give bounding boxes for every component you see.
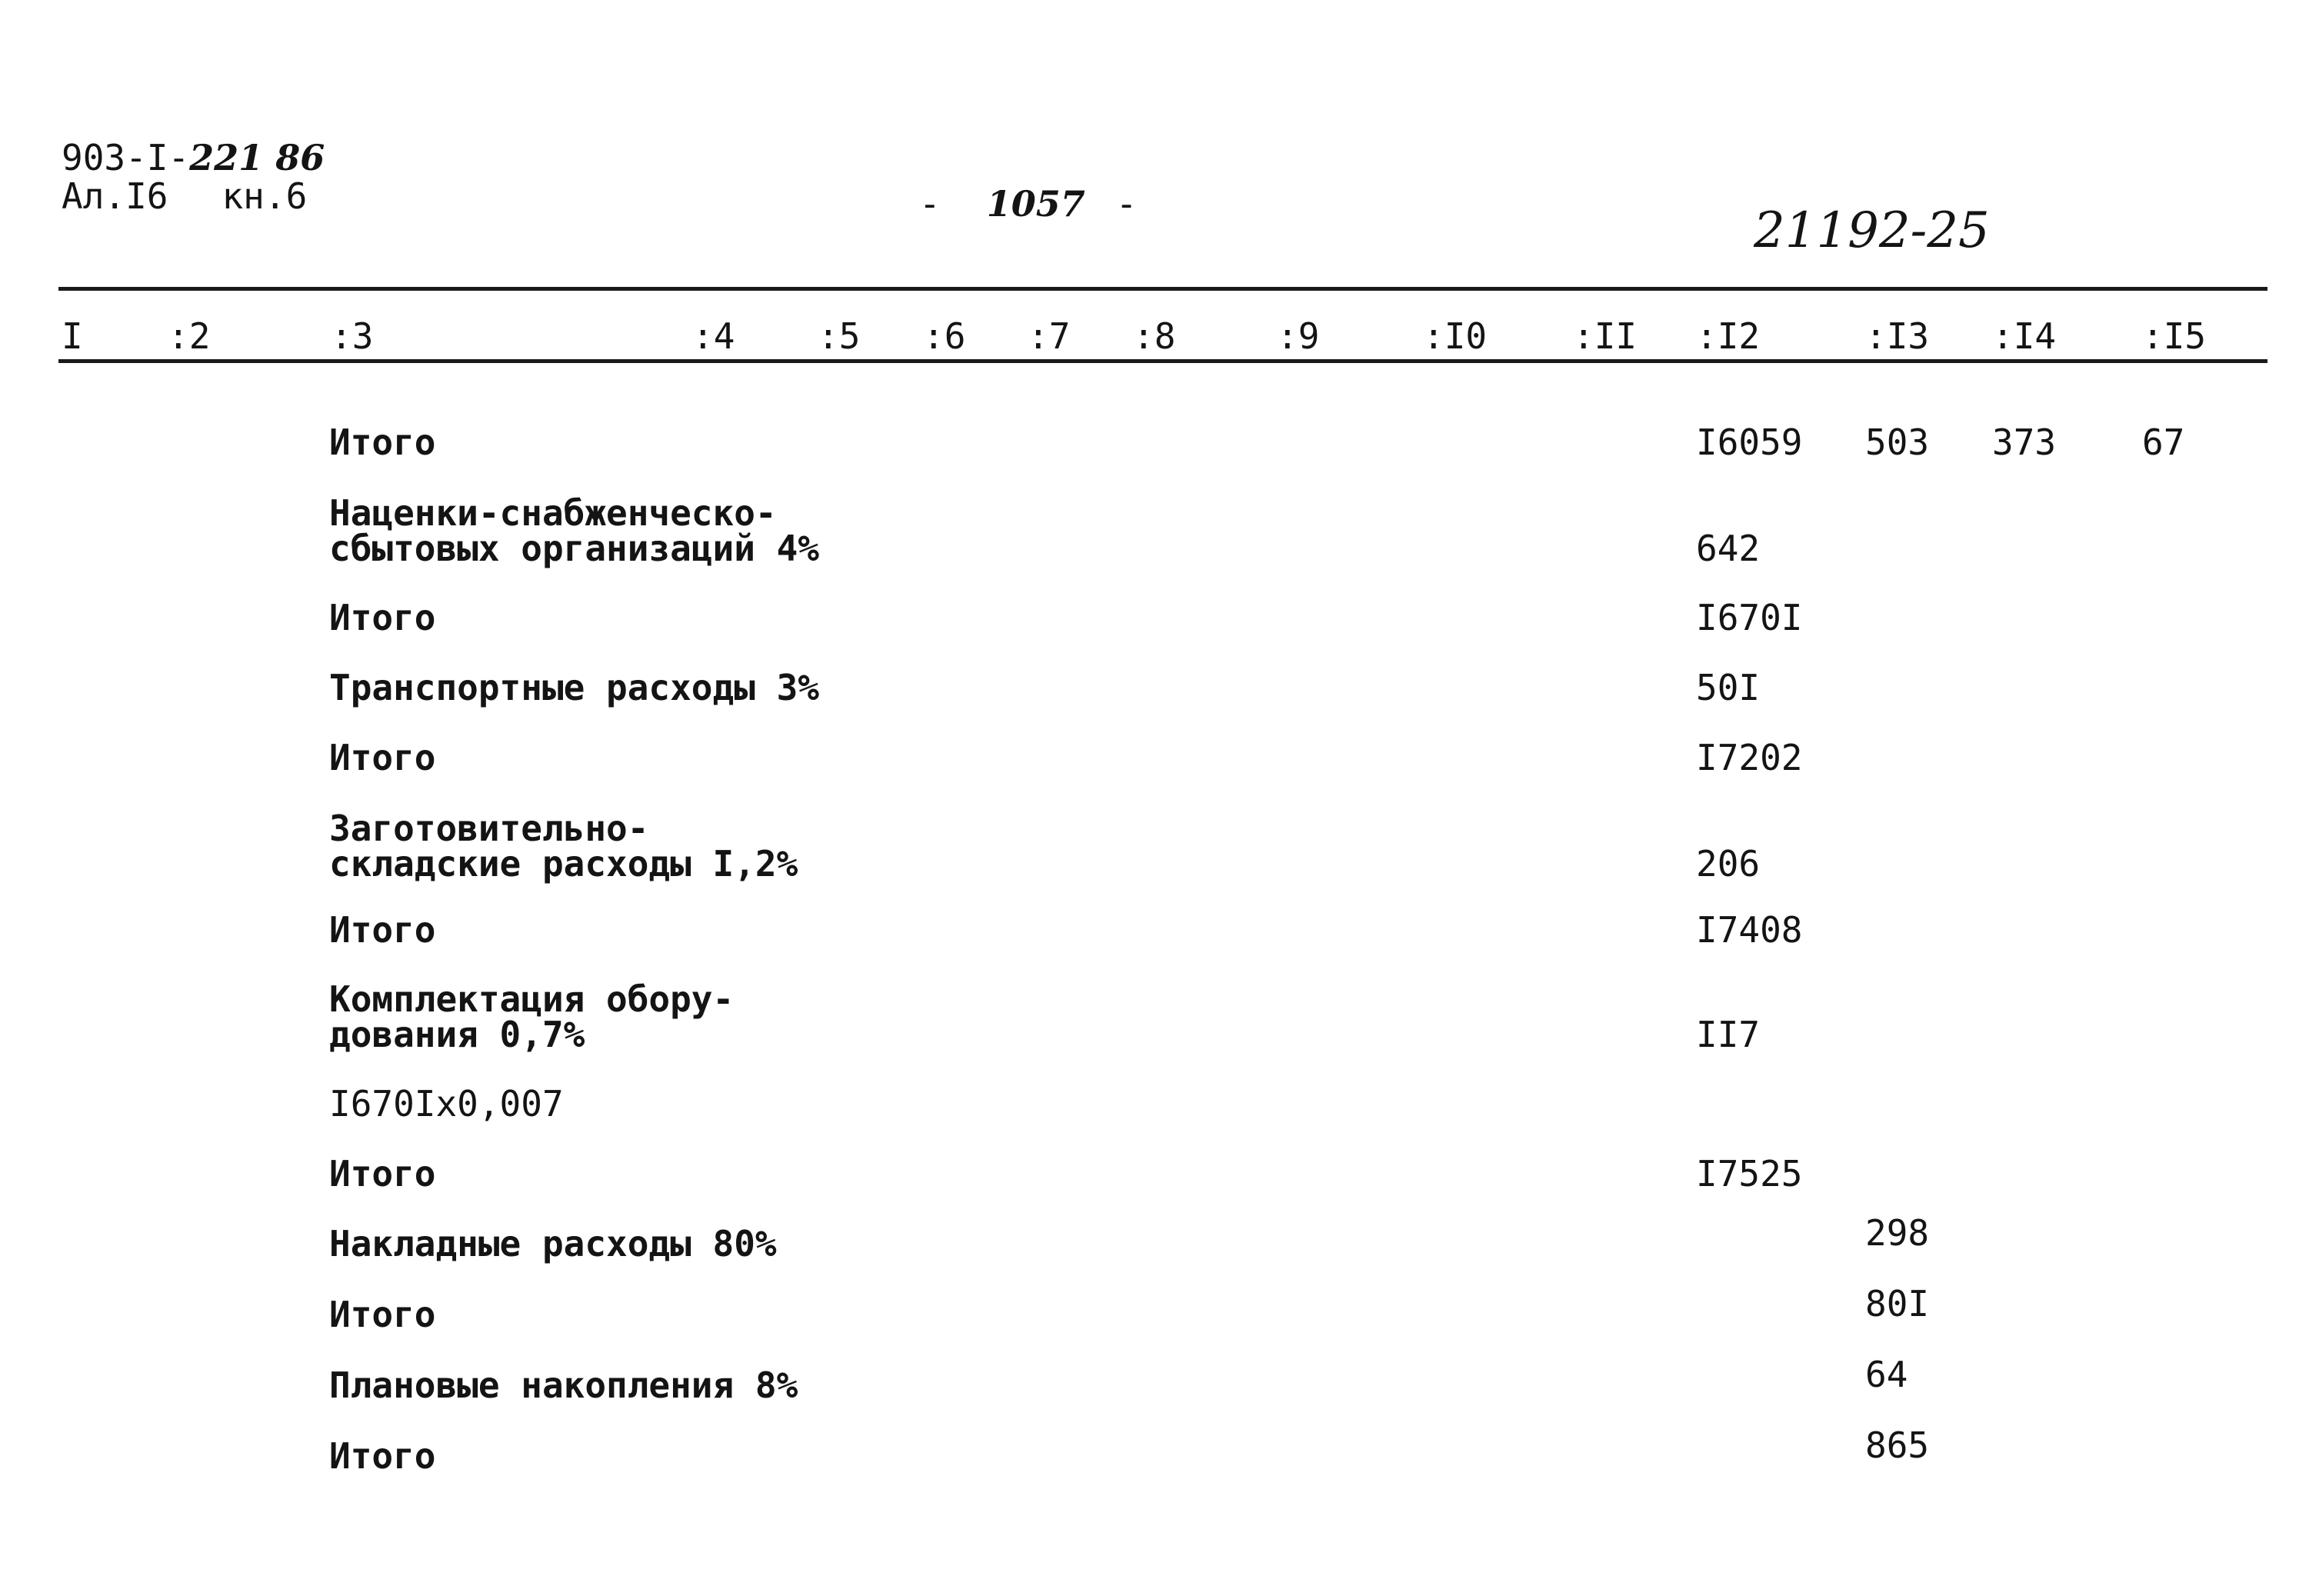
column-header-9: :9 [1277, 315, 1320, 357]
album-number: Ал.I6 [62, 175, 168, 217]
album-book-line [62, 177, 307, 215]
row-label: Заготовительно- складские расходы I,2% [329, 808, 798, 885]
column-header-7: :7 [1028, 315, 1071, 357]
cell-col-15: 67 [2142, 421, 2185, 463]
cell-col-13: 503 [1865, 421, 1930, 463]
column-header-11: :II [1573, 315, 1638, 357]
row-label: Наценки-снабженческо- сбытовых организаций 4% [329, 492, 819, 569]
row-label: Комплектация обору- дования 0,7% [329, 978, 735, 1055]
cell-col-13: 80I [1865, 1283, 1930, 1324]
cell-col-12: 206 [1696, 843, 1761, 885]
column-header-3: :3 [331, 315, 374, 357]
cell-col-14: 373 [1992, 421, 2057, 463]
row-label: Итого [329, 737, 436, 778]
page-dash-left: - [919, 183, 941, 225]
book-number: кн.6 [222, 175, 308, 217]
row-label: Итого [329, 421, 436, 463]
row-label: Итого [329, 909, 436, 951]
row-label: I670Ix0,007 [329, 1083, 564, 1125]
cell-col-12: I7525 [1696, 1153, 1803, 1195]
doc-code-handwritten: 221 86 [189, 137, 325, 178]
column-header-5: :5 [818, 315, 861, 357]
doc-code-line [62, 138, 325, 177]
page-number: 1057 [986, 183, 1085, 225]
cell-col-12: I6059 [1696, 421, 1803, 463]
cell-col-12: 50I [1696, 667, 1761, 708]
row-label: Итого [329, 1153, 436, 1195]
row-label: Плановые накопления 8% [329, 1364, 798, 1406]
header-top-rule [58, 287, 2267, 291]
row-label: Накладные расходы 80% [329, 1223, 777, 1264]
row-label: Транспортные расходы 3% [329, 667, 819, 708]
column-header-2: :2 [168, 315, 211, 357]
page-dash-right: - [1115, 183, 1138, 225]
header-bottom-rule [58, 359, 2267, 363]
column-header-13: :I3 [1865, 315, 1930, 357]
column-header-8: :8 [1133, 315, 1176, 357]
cell-col-12: II7 [1696, 1014, 1761, 1055]
column-header-6: :6 [923, 315, 966, 357]
cell-col-13: 865 [1865, 1424, 1930, 1466]
column-header-1: I [62, 315, 83, 357]
column-header-14: :I4 [1992, 315, 2057, 357]
column-header-4: :4 [692, 315, 735, 357]
archive-number: 21192-25 [1754, 202, 1990, 259]
cell-col-13: 298 [1865, 1212, 1930, 1254]
cell-col-12: 642 [1696, 528, 1761, 569]
column-header-15: :I5 [2142, 315, 2207, 357]
cell-col-12: I670I [1696, 597, 1803, 638]
page-number-line [919, 185, 1137, 223]
row-label: Итого [329, 1294, 436, 1335]
row-label: Итого [329, 597, 436, 638]
column-header-12: :I2 [1696, 315, 1761, 357]
cell-col-12: I7408 [1696, 909, 1803, 951]
cell-col-12: I7202 [1696, 737, 1803, 778]
doc-code: 903-I- [62, 137, 190, 178]
row-label: Итого [329, 1435, 436, 1477]
column-header-10: :I0 [1423, 315, 1488, 357]
cell-col-13: 64 [1865, 1354, 1908, 1395]
